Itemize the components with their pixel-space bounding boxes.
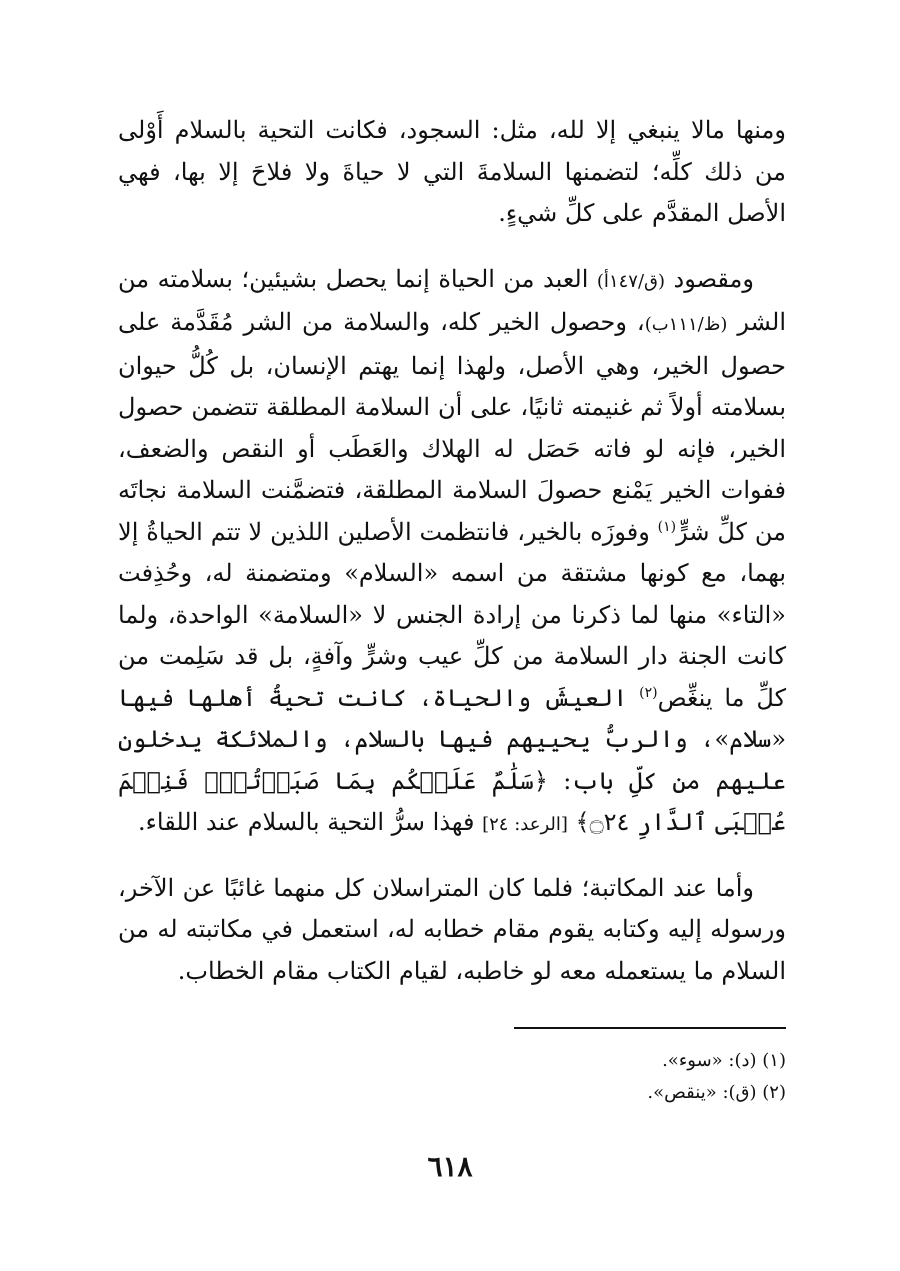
verse-citation: [الرعد: ٢٤] [482,814,568,835]
footnote-text-1: (د): «سوء». [662,1050,757,1071]
paragraph-2-text-e: العيشَ والحياة، كانت تحيةُ أهلها فيها «سلام»، والربُّ يحييهم فيها بالسلام، والملائكة يدخلون عليهم من كلِّ باب: [118,683,786,795]
manuscript-reference-z: (ظ/١١١ب) [644,314,728,335]
paragraph-2-text-a: ومقصود [673,264,754,293]
quran-verse: ﴿سَلَٰمٌ عَلَيۡكُم بِمَا صَبَرۡتُمۡۚ فَنِعۡمَ عُقۡبَى ٱلدَّارِ ۝٢٤﴾ [118,766,786,836]
footnote-number-2: (٢) [762,1082,786,1103]
paragraph-2-text-f: فهذا سرُّ التحية بالسلام عند اللقاء. [137,808,483,836]
paragraph-3: وأما عند المكاتبة؛ فلما كان المتراسلان كل منهما غائبًا عن الآخر، ورسوله إليه وكتابه يقوم مقام خطابه له، استعمل في مكاتبته له من السلام ما يستعمله معه لو خاطبه، لقيام الكتاب مقام الخطاب. [118,873,786,985]
page-number: ٦١٨ [427,1150,473,1183]
paragraph-1: ومنها مالا ينبغي إلا لله، مثل: السجود، فكانت التحية بالسلام أَوْلى من ذلك كلِّه؛ لتضمنها السلامةَ التي لا حياةَ ولا فلاحَ إلا بها، فهي الأصل المقدَّم على كلِّ شيءٍ. [118,116,786,227]
footnote-reference-2[interactable]: (٢) [639,684,658,701]
footnote-divider [514,1027,786,1029]
footnote-reference-1[interactable]: (١) [657,518,677,535]
paragraph-2 [118,259,786,846]
footnote-2 [418,1077,786,1109]
page-body [118,110,786,992]
paragraph-2-text-d: وفوزَه بالخير، فانتظمت الأصلين اللذين لا تتم الحياةُ إلا بهما، مع كونها مشتقة من اسمه «السلام» ومتضمنة له، وحُذِفت «التاء» منها لما ذكرنا من إرادة الجنس لا «السلامة» الواحدة، ولما كانت الجنة دار السلامة من كلِّ عيب وشرٍّ وآفةٍ، بل قد سَلِمت من كلِّ ما ينغِّص [118,517,786,712]
manuscript-reference-q: (ق/١٤٧أ) [596,270,666,292]
paragraph-2-text-b: العبد من الحياة إنما يحصل بشيئين؛ بسلامته من الشر [118,264,786,336]
paragraph-2-text-c: ، وحصول الخير كله، والسلامة من الشر مُقَدَّمة على حصول الخير، وهي الأصل، ولهذا إنما يهتم الإنسان، بل كُلُّ حيوان بسلامته أولاً ثم غنيمته ثانيًا، على أن السلامة المطلقة تتضمن حصول الخير، فإنه لو فاته حَصَل له الهلاك والعَطَب أو النقص والضعف، ففوات الخير يَمْنع حصولَ السلامة المطلقة، فتضمَّنت السلامة نجاتَه من كلِّ شرٍّ [118,308,786,546]
footnote-text-2: (ق): «ينقص». [647,1082,757,1103]
footnote-1 [418,1045,786,1077]
footnotes [418,1045,786,1109]
footnote-number-1: (١) [762,1050,786,1071]
